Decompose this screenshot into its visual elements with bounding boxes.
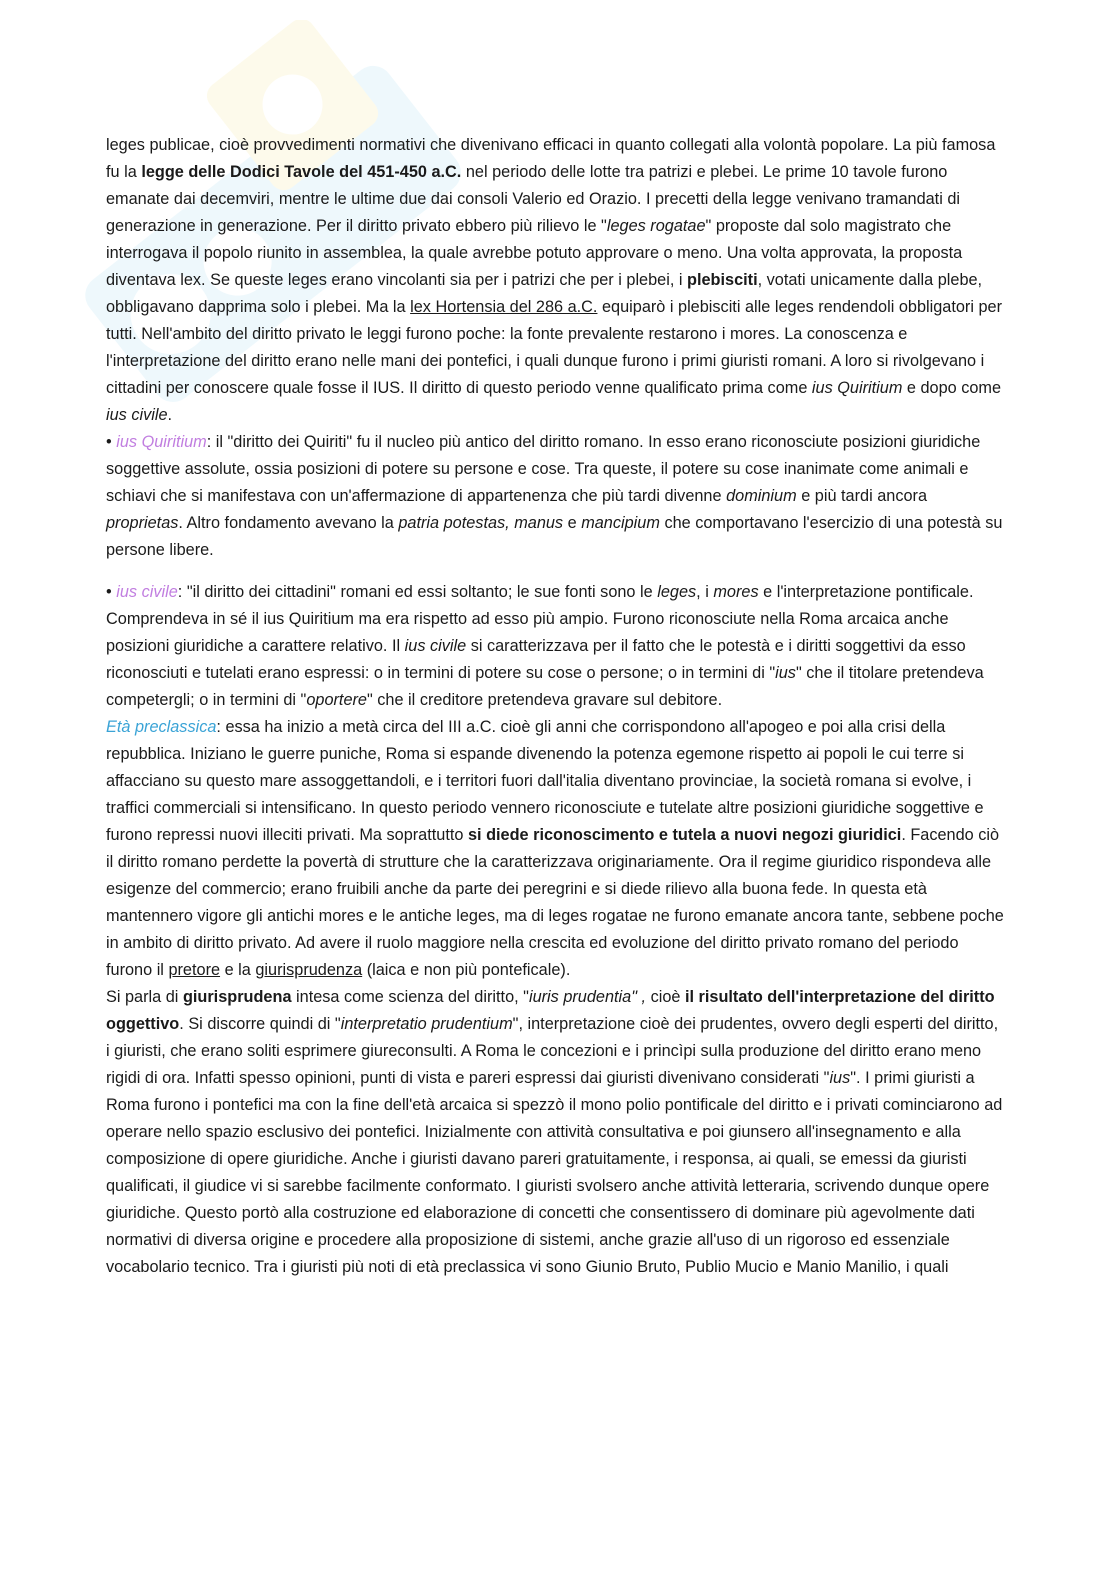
italic-ius: ius	[829, 1069, 851, 1087]
term-ius-quiritium: ius Quiritium	[116, 433, 207, 451]
italic-dominium: dominium	[726, 487, 797, 505]
paragraph-eta-preclassica: Età preclassica: essa ha inizio a metà circa del III a.C. cioè gli anni che corrispondono all'apogeo e poi alla crisi della repubblica. Iniziano le guerre puniche, Roma si espande divenendo la potenza egemone rispetto ai popoli le cui terre si affacciano su questo mare assoggettandoli, e i territori fuori dall'italia diventano provinciae, la società romana si evolve, i traffici commerciali si intensificano. In questo periodo vennero riconosciute e tutelate altre posizioni giuridiche soggettive e furono repressi nuovi illeciti privati. Ma soprattutto si diede riconoscimento e tutela a nuovi negozi giuridici. Facendo ciò il diritto romano perdette la povertà di strutture che la caratterizzava originariamente. Ora il regime giuridico rispondeva alle esigenze del commercio; erano fruibili anche da parte dei peregrini e si diede rilievo alla buona fede. In questa età mantennero vigore gli antichi mores e le antiche leges, ma di leges rogatae ne furono emanate ancora tante, sebbene poche in ambito di diritto privato. Ad avere il ruolo maggiore nella crescita ed evoluzione del diritto privato romano del periodo furono il pretore e la giurisprudenza (laica e non più ponteficale).	[106, 718, 1004, 979]
bullet: •	[106, 583, 117, 601]
italic-oportere: oportere	[306, 691, 367, 709]
underline-lex-hortensia: lex Hortensia del 286 a.C.	[410, 298, 598, 316]
italic-mancipium: mancipium	[581, 514, 660, 532]
italic-mores: mores	[713, 583, 759, 601]
paragraph-leges: leges publicae, cioè provvedimenti normativi che divenivano efficaci in quanto collegati alla volontà popolare. La più famosa fu la legge delle Dodici Tavole del 451-450 a.C. nel periodo delle lotte tra patrizi e plebei. Le prime 10 tavole furono emanate dai decemviri, mentre le ultime due dai consoli Valerio ed Orazio. I precetti della legge venivano tramandati di generazione in generazione. Per il diritto privato ebbero più rilievo le "leges rogatae" proposte dal solo magistrato che interrogava il popolo riunito in assemblea, la quale avrebbe potuto approvare o meno. Una volta approvata, la proposta diventava lex. Se queste leges erano vincolanti sia per i patrizi che per i plebei, i plebisciti, votati unicamente dalla plebe, obbligavano dapprima solo i plebei. Ma la lex Hortensia del 286 a.C. equiparò i plebisciti alle leges rendendoli obbligatori per tutti. Nell'ambito del diritto privato le leggi furono poche: la fonte prevalente restarono i mores. La conoscenza e l'interpretazione del diritto erano nelle mani dei pontefici, i quali dunque furono i primi giuristi romani. A loro si rivolgevano i cittadini per conoscere quale fosse il IUS. Il diritto di questo periodo venne qualificato prima come ius Quiritium e dopo come ius civile.	[106, 136, 1003, 424]
bold-risultato: il risultato dell'interpretazione del diritto oggettivo	[106, 988, 995, 1033]
italic-ius: ius	[775, 664, 796, 682]
italic-patria-potestas: patria potestas, manus	[398, 514, 564, 532]
italic-leges: leges	[657, 583, 697, 601]
document-page	[106, 132, 1006, 1281]
italic-iuris-prudentia: iuris prudentia" ,	[528, 988, 647, 1006]
bold-dodici-tavole: legge delle Dodici Tavole del 451-450 a.C.	[141, 163, 462, 181]
italic-ius-quiritium: ius Quiritium	[811, 379, 903, 397]
bold-giurisprudena: giurisprudena	[182, 988, 292, 1006]
paragraph-giurisprudenza: Si parla di giurisprudena intesa come scienza del diritto, "iuris prudentia" , cioè il risultato dell'interpretazione del diritto oggettivo. Si discorre quindi di "interpretatio prudentium", interpretazione cioè dei prudentes, ovvero degli esperti del diritto, i giuristi, che erano soliti esprimere giureconsulti. A Roma le concezioni e i princìpi sulla produzione del diritto erano meno rigidi di ora. Infatti spesso opinioni, punti di vista e pareri espressi dai giuristi divenivano considerati "ius". I primi giuristi a Roma furono i pontefici ma con la fine dell'età arcaica si spezzò il mono polio pontificale del diritto e i privati cominciarono ad operare nello spazio esclusivo dei pontefici. Inizialmente con attività consultativa e poi giunsero all'insegnamento e alla composizione di opere giuridiche. Anche i giuristi davano pareri gratuitamente, i responsa, ai quali, se emessi da giuristi qualificati, il giudice vi si sarebbe facilmente conformato. I giuristi svolsero anche attività letteraria, scrivendo dunque opere giuridiche. Questo portò alla costruzione ed elaborazione di concetti che consentissero di dominare più agevolmente dati normativi di diversa origine e procedere alla proposizione di sistemi, anche grazie all'uso di un rigoroso ed essenziale vocabolario tecnico. Tra i giuristi più noti di età preclassica vi sono Giunio Bruto, Publio Mucio e Manio Manilio, i quali	[106, 988, 1003, 1276]
term-ius-civile: ius civile	[116, 583, 178, 601]
paragraph-ius-quiritium: • ius Quiritium: il "diritto dei Quiriti" fu il nucleo più antico del diritto romano. In esso erano riconosciute posizioni giuridiche soggettive assolute, ossia posizioni di potere su persone e cose. Tra queste, il potere su cose inanimate come animali e schiavi che si manifestava con un'affermazione di appartenenza che più tardi divenne dominium e più tardi ancora proprietas. Altro fondamento avevano la patria potestas, manus e mancipium che comportavano l'esercizio di una potestà su persone libere.	[106, 433, 1003, 559]
underline-pretore: pretore	[168, 961, 221, 979]
underline-giurisprudenza: giurisprudenza	[255, 961, 363, 979]
bold-plebisciti: plebisciti	[687, 271, 758, 289]
italic-interpretatio: interpretatio prudentium	[340, 1015, 513, 1033]
italic-ius-civile: ius civile	[404, 637, 467, 655]
italic-ius-civile: ius civile	[106, 406, 168, 424]
bullet: •	[106, 433, 117, 451]
paragraph-ius-civile: • ius civile: "il diritto dei cittadini" romani ed essi soltanto; le sue fonti sono le leges, i mores e l'interpretazione pontificale. Comprendeva in sé il ius Quiritium ma era rispetto ad esso più ampio. Furono riconosciute nella Roma arcaica anche posizioni giuridiche a carattere relativo. Il ius civile si caratterizzava per il fatto che le potestà e i diritti soggettivi da esso riconosciuti e tutelati erano espressi: o in termini di potere su cose o persone; o in termini di "ius" che il titolare pretendeva competergli; o in termini di "oportere" che il creditore pretendeva gravare sul debitore.	[106, 583, 984, 709]
bold-nuovi-negozi: si diede riconoscimento e tutela a nuovi negozi giuridici	[467, 826, 902, 844]
term-eta-preclassica: Età preclassica	[106, 718, 217, 736]
italic-leges-rogatae: leges rogatae	[606, 217, 706, 235]
italic-proprietas: proprietas	[106, 514, 179, 532]
